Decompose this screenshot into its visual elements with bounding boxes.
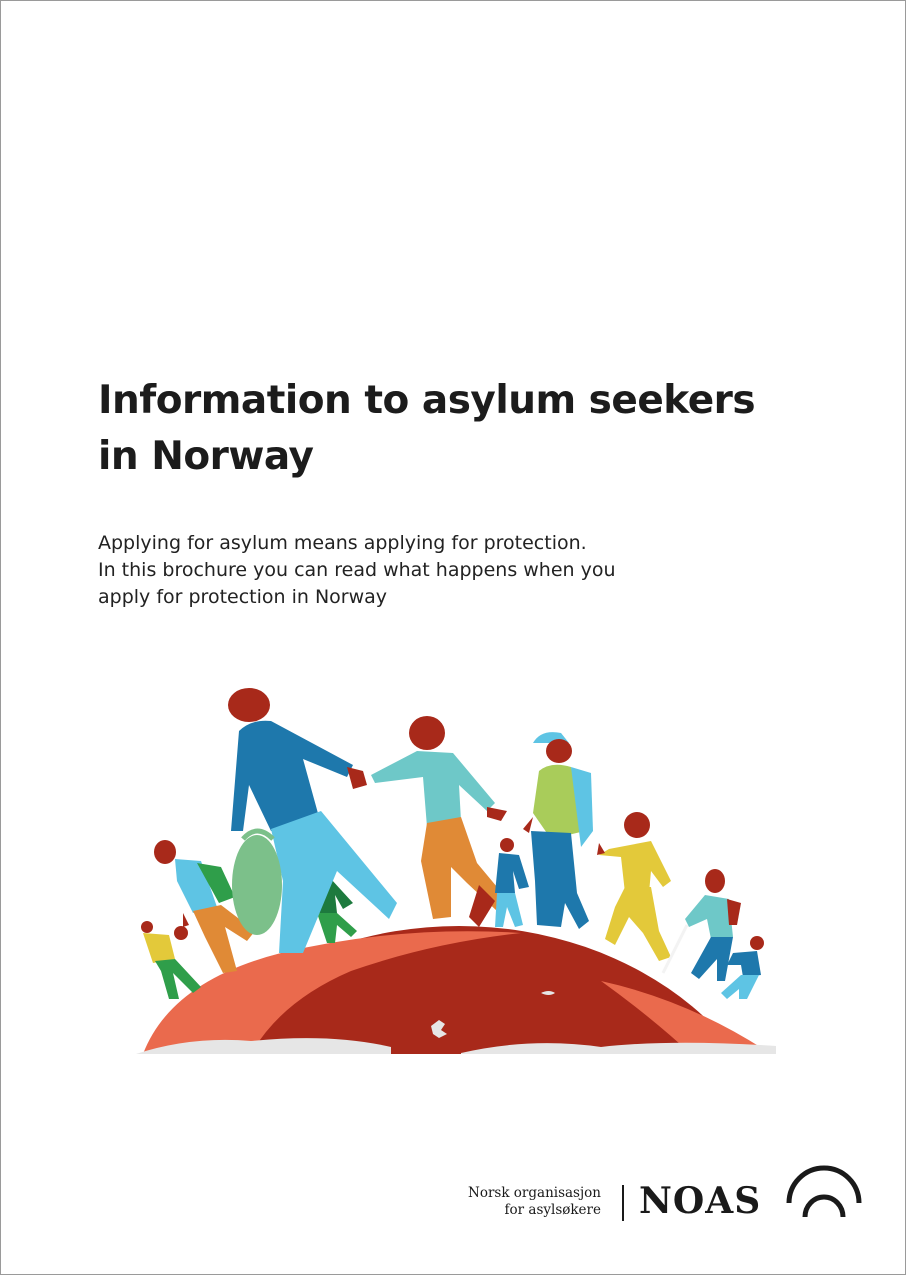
people-walking-on-globe-illustration [131, 681, 781, 1061]
intro-text [98, 530, 718, 611]
organization-name-line: for asylsøkere [504, 1202, 601, 1218]
intro-line: apply for protection in Norway [98, 586, 388, 608]
person-small-blue [495, 838, 529, 927]
person-adult-blue-shirt [228, 688, 397, 953]
person-child-yellow [597, 812, 671, 961]
document-title [98, 373, 818, 485]
title-line: Information to asylum seekers [98, 378, 756, 423]
intro-line: Applying for asylum means applying for protection. [98, 532, 587, 554]
person-adult-cap-backpack [523, 732, 593, 929]
title-line: in Norway [98, 434, 314, 479]
organization-logo-block [468, 1161, 871, 1231]
noas-logo-icon [783, 1161, 865, 1223]
person-child-teal-shirt [371, 716, 507, 927]
organization-name-line: Norsk organisasjon [468, 1185, 601, 1201]
person-kid-yellow-green [141, 921, 201, 999]
logo-divider [622, 1185, 624, 1221]
intro-line: In this brochure you can read what happens when you [98, 559, 616, 581]
organization-name [401, 1185, 601, 1219]
organization-abbreviation: NOAS [639, 1180, 762, 1222]
